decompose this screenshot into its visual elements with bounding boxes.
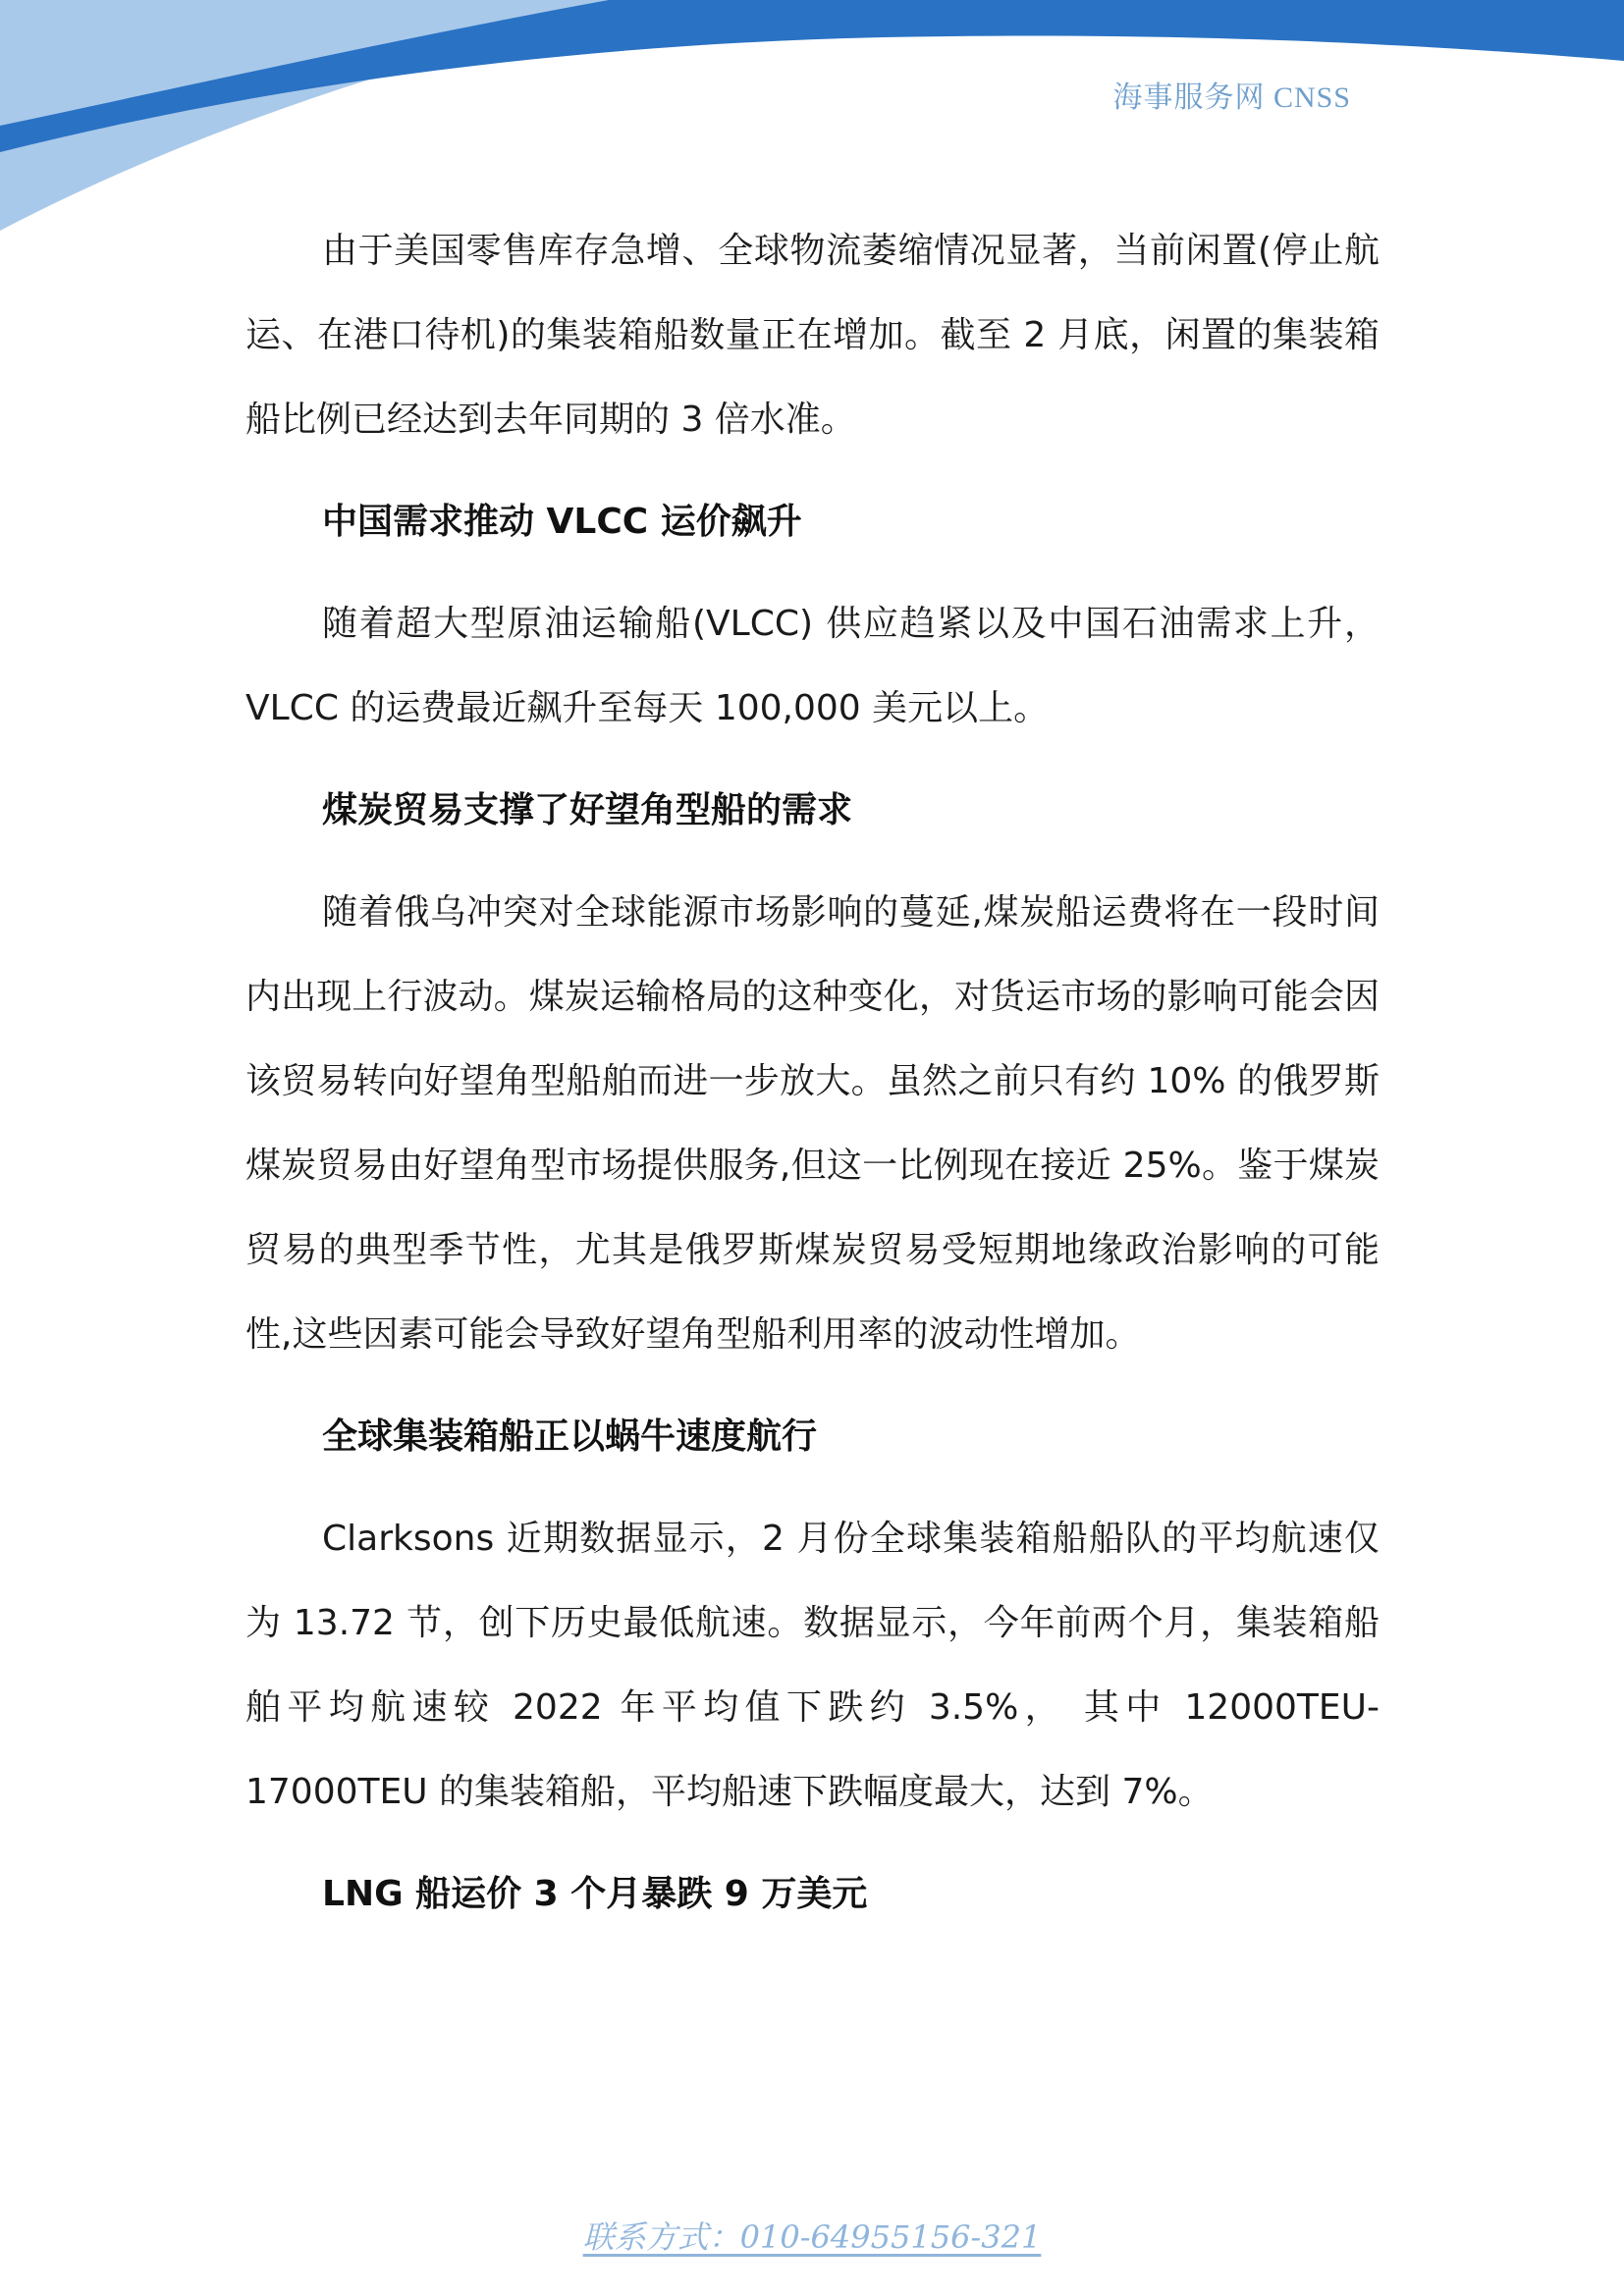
site-name: 海事服务网 CNSS: [1112, 81, 1351, 114]
heading-capesize: 煤炭贸易支撑了好望角型船的需求: [322, 790, 853, 830]
paragraph-idle-containerships: 由于美国零售库存急增、全球物流萎缩情况显著，当前闲置(停止航运、在港口待机)的集装箱船数量正在增加。截至 2 月底，闲置的集装箱船比例已经达到去年同期的 3 倍水准。: [245, 231, 1380, 440]
paragraph-vlcc: 随着超大型原油运输船(VLCC) 供应趋紧以及中国石油需求上升，VLCC 的运费最近飙升至每天 100,000 美元以上。: [245, 604, 1380, 728]
footer-contact-link[interactable]: 联系方式：010-64955156-321: [582, 2218, 1042, 2256]
heading-vlcc: 中国需求推动 VLCC 运价飙升: [322, 502, 802, 542]
paragraph-capesize: 随着俄乌冲突对全球能源市场影响的蔓延,煤炭船运费将在一段时间内出现上行波动。煤炭运输格局的这种变化，对货运市场的影响可能会因该贸易转向好望角型船舶而进一步放大。虽然之前只有约 10% 的俄罗斯煤炭贸易由好望角型市场提供服务,但这一比例现在接近 25%。鉴于煤炭贸易的典型季节性，尤其是俄罗斯煤炭贸易受短期地缘政治影响的可能性,这些因素可能会导致好望角型船利用率的波动性增加。: [245, 892, 1380, 1355]
paragraph-container-speed: Clarksons 近期数据显示，2 月份全球集装箱船船队的平均航速仅为 13.72 节，创下历史最低航速。数据显示，今年前两个月，集装箱船舶平均航速较 2022 年平均值下跌约 3.5%， 其中 12000TEU-17000TEU 的集装箱船，平均船速下跌幅度最大，达到 7%。: [245, 1519, 1380, 1812]
heading-lng: LNG 船运价 3 个月暴跌 9 万美元: [322, 1874, 868, 1914]
article-body: [245, 209, 1380, 1937]
heading-container-speed: 全球集装箱船正以蜗牛速度航行: [322, 1416, 818, 1457]
